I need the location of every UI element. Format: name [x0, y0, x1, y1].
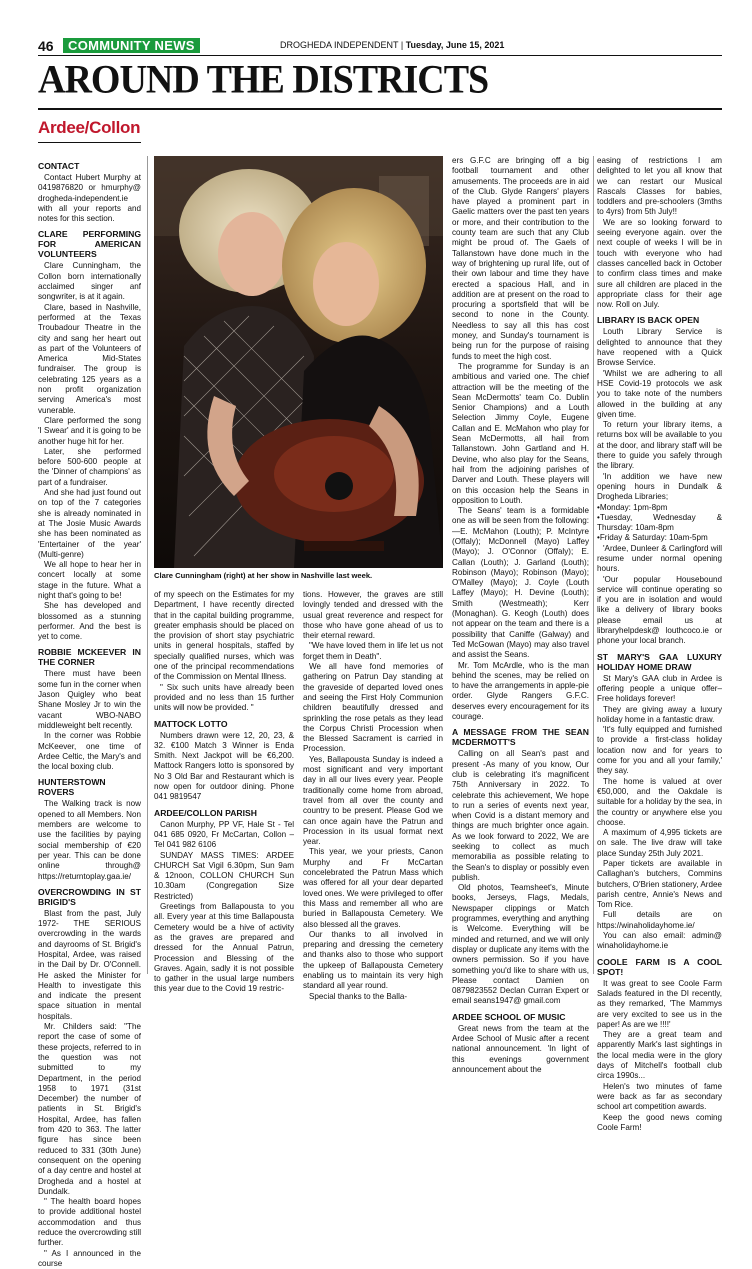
paragraph: We all hope to hear her in concert locally at some stage in the future. What a night that's going to be!	[38, 560, 141, 600]
article-heading-parish: ARDEE/COLLON PARISH	[154, 807, 257, 818]
paragraph: Paper tickets are available in Callaghan's butchers, Commins butchers, O'Brien stationery, Ardee parish centre, Annie's News and Tom Rice.	[597, 859, 722, 910]
paragraph: 'In addition we have new opening hours in Dundalk & Drogheda Libraries;	[597, 471, 722, 502]
paragraph: They are a great team and apparently Mark's last sightings in the local media were in the glory days of Mitchell's football club circa 1990s...	[597, 1030, 722, 1081]
concert-photo	[154, 156, 443, 568]
list-item: •Monday: 1pm-8pm	[597, 502, 668, 512]
page-headline: AROUND THE DISTRICTS	[38, 58, 489, 103]
paragraph: SUNDAY MASS TIMES: ARDEE CHURCH Sat Vigil 6.30pm, Sun 9am & 12noon, COLLON CHURCH Sun 10.30am (Congregation Size Restricted)	[154, 850, 294, 901]
paragraph: " As I announced in the course	[38, 1248, 141, 1268]
list-item: •Tuesday, Wednesday & Thursday: 10am-8pm	[597, 512, 722, 533]
article-heading-library: LIBRARY IS BACK OPEN	[597, 315, 700, 326]
article-heading-gaa-draw: ST MARY'S GAA LUXURY HOLIDAY HOME DRAW	[597, 651, 722, 672]
article-heading-robbie: ROBBIE MCKEEVER IN THE CORNER	[38, 647, 141, 668]
dateline: DROGHEDA INDEPENDENT | Tuesday, June 15, 2021	[280, 40, 505, 50]
issue-date: Tuesday, June 15, 2021	[405, 40, 505, 50]
headline-rule	[38, 108, 722, 110]
paragraph: Special thanks to the Balla-	[309, 991, 408, 1001]
paragraph: The programme for Sunday is an ambitious and varied one. The chief attraction will be the meeting of the Sean McDermotts' team Co. Dublin Senior Champions) and a Louth Selection Jimmy Coyle, Eugene Callan and E. McMahon who play for Sean McDermotts, all hail from Tallanstown. John Gartland and H. Devine, who also play for the Seans, hail from the adjoining parishes of Darver and Louth. These players will on this occasion help the Seans in opposition to Louth.	[452, 361, 589, 505]
paragraph: And she had just found out on top of the 7 categories she is already nominated in at The Josie Music Awards she has been nominated as 'Entertainer of the year' (Multi-genre)	[38, 488, 141, 559]
article-heading-sean-mcdermotts: A MESSAGE FROM THE SEAN MCDERMOTT'S	[452, 727, 589, 748]
paragraph: Clare performed the song 'I Swear' and it is going to be another huge hit for her.	[38, 415, 141, 446]
column-divider	[593, 156, 594, 974]
paragraph: ers G.F.C are bringing off a big football tournament and other amusements. The proceeds are in aid of the Club. Glyde Rangers' players have played a prominent part in Gaelic matters over the past ten years or more, and their contribution to the county team are such that any Club might be proud of. The Gaels of Tallanstown have done much in the way of brightening up rural life, out of their own labour and time they have erected a spacious Hall, and in addition are at present on the road to procuring a sportsfield that will be second to none in the County. Needless to say all this has cost money, and Sunday's tournament is being run for the purpose of raising funds to meet the high cost.	[452, 156, 589, 361]
column-divider	[147, 156, 148, 974]
paragraph: Mr. Tom McArdle, who is the man behind the scenes, may be relied on to have the arrangements in apple-pie order. Glyde Rangers G.F.C. deserves every encouragement for its courage.	[452, 660, 589, 722]
paragraph: You can also email: admin@ winaholidayhome.ie	[597, 931, 722, 951]
paragraph: Yes, Ballapousta Sunday is indeed a most significant and very important day in all our lives every year. People traditionally come home from abroad, travel from all over the county and country to be present. Please God we can once again have the Patrun and Procession in its usual format next year.	[303, 754, 443, 847]
paragraph: Later, she performed before 500-600 people at the 'Dinner of champions' as part of a fundraiser.	[38, 446, 141, 487]
list-item: •Friday & Saturday: 10am-5pm	[597, 533, 708, 543]
article-heading-clare: CLARE PERFORMING FOR AMERICAN VOLUNTEERS	[38, 229, 141, 260]
paragraph: Keep the good news coming Coole Farm!	[597, 1112, 722, 1132]
photo-illustration	[154, 156, 443, 568]
paragraph: of my speech on the Estimates for my Department, I have recently directed that in the capital building programme, greater emphasis should be placed on the provision of short stay psychiatric units in general hospitals, staffed by specially qualified nurses, which was one of the principal recommendations of the Commission on Mental Illness.	[154, 590, 294, 682]
article-heading-overcrowding: OVERCROWDING IN ST BRIGID'S	[38, 886, 141, 907]
paragraph: This year, we your priests, Canon Murphy and Fr McCartan concelebrated the Patrun Mass which was offered for all your dear departed loved ones. We were privileged to offer this Mass and remember all who are buried in Ballapousta Cemetery. We also blessed all the graves.	[303, 847, 443, 929]
paragraph: " Six such units have already been provided and no less than 15 further units will now be provided. "	[154, 682, 294, 713]
paragraph: Clare, based in Nashville, performed at the Texas Troubadour Theatre in the city and sang her heart out as part of the Volunteers of America Mid-States fundraiser. The group is celebrating 125 years as a non profit organization serving America's most vunerable.	[38, 302, 141, 415]
paragraph: The Seans' team is a formidable one as will be seen from the following:—E. McMahon (Louth); P. McIntyre (Offaly); McDonnell (Mayo) Laffey (Mayo); J. O'Connor (Offaly); E. Callan (Louth); J. Garland (Louth); Robinson (Mayo); Robinson (Mayo); O'Malley (Mayo); J. Coyle (Louth Laffey (Mayo); H. Devine (Louth); Smith (Westmeath); Kerr (Monaghan). G. Keogh (Louth) does not appear on the team and there is a possibility that Caniffe (Galway) and Ted McGowan (Mayo) may also travel and assist the Seans.	[452, 506, 589, 660]
paragraph: Blast from the past, July 1972- THE SERIOUS overcrowding in the wards and dayrooms of St. Brigid's Hospital, Ardee, was raised in the Dail by Dr. O'Connell. He asked the Minister for Health to investigate this and indicate the present space situation in mental hospitals.	[38, 908, 141, 1021]
article-heading-coole-farm: COOLE FARM IS A COOL SPOT!	[597, 956, 722, 977]
area-heading: Ardee/Collon	[38, 118, 141, 137]
paragraph: 'Whilst we are adhering to all HSE Covid-19 protocols we ask you to take note of the numbers allowed in the building at any given time.	[597, 368, 722, 419]
paragraph: We are so looking forward to seeing everyone again. over the next couple of weeks I will be in touch with everyone who had classes cancelled back in October to confirm class times and make sure all children are placed in the appropriate class for their age now. Roll on July.	[597, 217, 722, 310]
page-header-bar	[38, 38, 722, 56]
article-heading-music: ARDEE SCHOOL OF MUSIC	[452, 1011, 566, 1022]
paragraph: Helen's two minutes of fame were back as far as secondary school art competition awards.	[597, 1081, 722, 1112]
paragraph: Full details are on https://winaholidayhome.ie/	[597, 910, 722, 930]
paragraph: Great news from the team at the Ardee School of Music after a recent national announcement. 'In light of this evenings government announcement about the	[452, 1023, 589, 1074]
paragraph: In the corner was Robbie McKeever, one time of Ardee Celtic, the Mary's and the local boxing club.	[38, 731, 141, 772]
paragraph: We all have fond memories of gathering on Patrun Day standing at the graveside of departed loved ones and seeing the First Holy Communion children beautifully dressed and sprinkling the rose petals as they lead the Corpus Christi Procession when the Blessed Sacrament is carried in Procession.	[303, 662, 443, 754]
paragraph: It was great to see Coole Farm Salads featured in the DI recently, as they remarked, 'The Mammys are very excited to see us in the paper! As are we !!!!'	[597, 978, 722, 1029]
paragraph: 'It's fully equipped and furnished to provide a first-class holiday location now and for years to come for you and all your family,' they say.	[597, 725, 722, 776]
paragraph: They are giving away a luxury holiday home in a fantastic draw.	[597, 704, 722, 724]
paragraph: tions. However, the graves are still lovingly tended and dressed with the usual great reverence and respect for those who have gone ahead of us to their eternal reward.	[303, 590, 443, 641]
publication-name: DROGHEDA INDEPENDENT	[280, 40, 399, 50]
paragraph: Clare Cunningham, the Collon born internationally acclaimed singer anf songwriter, is at it again.	[38, 261, 141, 302]
paragraph: Greetings from Ballapousta to you all. Every year at this time Ballapousta Cemetery would be a hive of activity as the graves are prepared and dressed for the Annual Patrun, Procession and Blessing of the Graves. Again, sadly it is not possible to gather in the usual large numbers this year due to the Covid 19 restric-	[154, 902, 294, 994]
paragraph: A maximum of 4,995 tickets are on sale. The live draw will take place Sunday 25th July 2021.	[597, 828, 722, 858]
paragraph: Numbers drawn were 12, 20, 23, & 32. €100 Match 3 Winner is Enda Smith. Next Jackpot will be €6,200. Mattock Rangers lotto is sponsored by No 3 Old Bar and Restaurant which is now open for outdoor dining. Phone 041 9819547	[154, 730, 294, 802]
article-column-2	[154, 590, 294, 994]
paragraph: Contact Hubert Murphy at 0419876820 or hmurphy@ drogheda-independent.ie with all your reports and notes for this section.	[38, 173, 141, 224]
paragraph: There must have been some fun in the corner when Jason Quigley who beat Shane Mosley Jr to win the vacant WBO-NABO middleweight belt recently.	[38, 669, 141, 730]
article-heading-hunterstown: HUNTERSTOWN ROVERS	[38, 777, 106, 798]
paragraph: She has developed and blossomed as a stunning performer. And the best is yet to come.	[38, 601, 141, 642]
area-heading-rule	[38, 142, 141, 143]
paragraph: 'Ardee, Dunleer & Carlingford will resume under normal opening hours.	[597, 543, 722, 574]
paragraph: To return your library items, a returns box will be available to you at the door, and library staff will be there to guide you safely through the library.	[597, 420, 722, 471]
paragraph: 'Our popular Housebound service will continue operating so if you are in isolation and would like a delivery of library books please email us at libraryhelpdesk@ louthcoco.ie or phone your local branch.	[597, 574, 722, 646]
article-column-6	[597, 156, 722, 1132]
article-column-3	[303, 590, 443, 1001]
paragraph: Calling on all Sean's past and present -As many of you know, Our club is celebrating it's magnificent 75th Anniversary in 2022. To celebrate this achievement, We hope to run a series of events next year, when Covid is a distant memory and things are much brighter once again. As we look forward to 2022, We are seeking to collect as much memorabilia as possible relating to the Sean's to display or possibly even publish.	[452, 749, 589, 882]
section-tag: COMMUNITY NEWS	[63, 38, 200, 53]
paragraph: The Walking track is now opened to all Members. Non members are welcome to use the facilities by paying social membership of €20 per year. This can be done online through@ https://returntoplay.gaa.ie/	[38, 799, 141, 881]
paragraph: easing of restrictions I am delighted to let you all know that we can restart our Musical Rascals Classes for babies, toddlers and pre-schoolers (3mths to 4yrs) from 5th July!!	[597, 156, 722, 217]
article-column-4	[452, 156, 589, 1074]
paragraph: Louth Library Service is delighted to announce that they have reopened with a Quick Browse Service.	[597, 327, 722, 368]
article-heading-contact: CONTACT	[38, 161, 80, 171]
paragraph: "We have loved them in life let us not forget them in Death".	[303, 641, 443, 661]
paragraph: Our thanks to all involved in preparing and dressing the cemetery and thanks also to those who support the upkeep of Ballapousta Cemetery enabling us to maintain its very high standard all year round.	[303, 929, 443, 991]
paragraph: " The health board hopes to provide additional hostel accommodation and thus reduce the overcrowding still further.	[38, 1197, 141, 1248]
article-heading-lotto: MATTOCK LOTTO	[154, 718, 228, 729]
paragraph: Old photos, Teamsheet's, Minute books, Jerseys, Flags, Medals, Newspaper clippings or Match programmes, everything and anything is Welcome. Everything will be minded and returned, and we will only display or duplicate any items with the owners permission. So if you have something you'd like to share with us, Please contact Damien on 0879823552 Declan Curran Expert or email seans1947@ gmail.com	[452, 883, 589, 1006]
paragraph: The home is valued at over €50,000, and the Oakdale is suitable for a holiday by the sea, in the country or anywhere else you choose.	[597, 776, 722, 827]
article-column-1	[38, 156, 141, 1268]
paragraph: St Mary's GAA club in Ardee is offering people a unique offer– Free holidays forever!	[597, 673, 722, 704]
paragraph: Canon Murphy, PP VF, Hale St - Tel 041 685 0920, Fr McCartan, Collon – Tel 041 982 6106	[154, 819, 294, 850]
photo-caption: Clare Cunningham (right) at her show in Nashville last week.	[154, 571, 373, 580]
page-number: 46	[38, 38, 54, 54]
paragraph: Mr. Childers said: "The report the case of some of these projects, referred to in the question was not submitted to my Department, in the period 1958 to 1971 (31st December) the number of patients in St. Brigid's Hospital, Ardee, has fallen from 420 to 363. The latter figure has since been reduced to 331 (30th June) consequent on the opening of a day centre and hostel at Drogheda and a hostel at Dundalk.	[38, 1022, 141, 1196]
